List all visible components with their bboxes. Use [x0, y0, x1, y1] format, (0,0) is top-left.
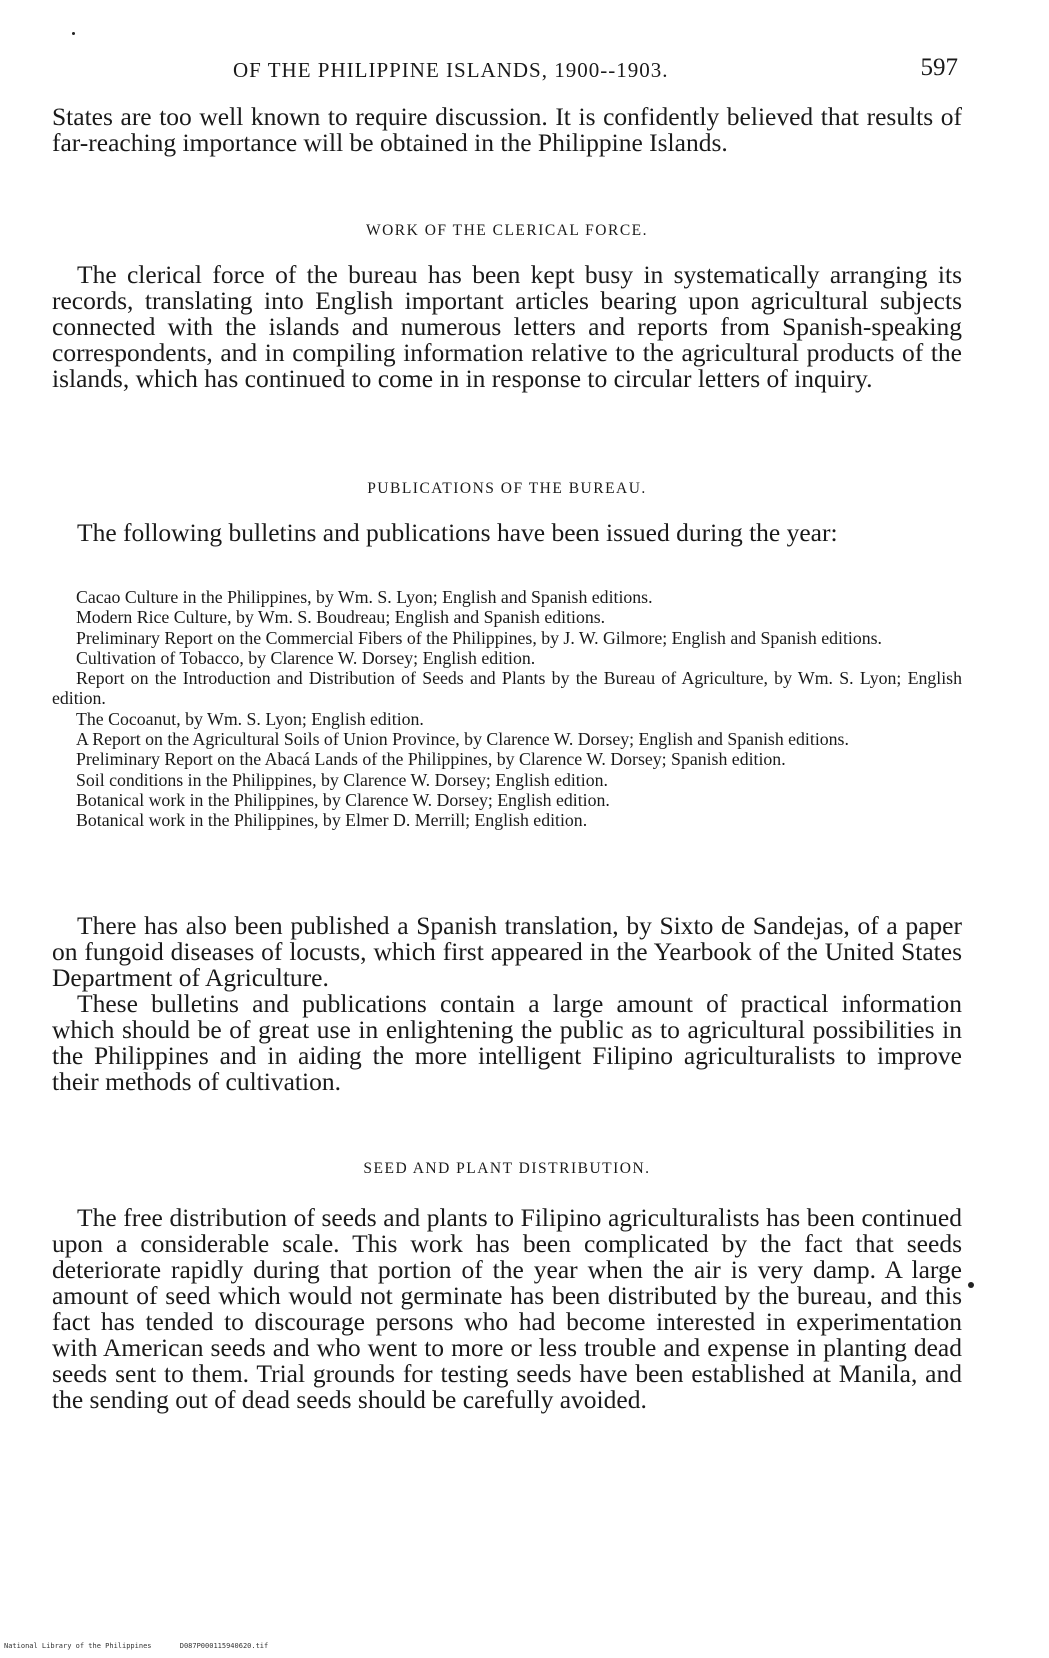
bulletins-paragraph: These bulletins and publications contain a large amount of practical information which should be of great use in enlightening the public as to agricultural possibilities in the Philippines and in aiding the more intelligent Filipino agriculturalists to improve their methods of cultivation.	[52, 989, 962, 1096]
scan-speck	[72, 32, 75, 35]
section-heading-seed-distribution: SEED AND PLANT DISTRIBUTION.	[363, 1160, 651, 1177]
publications-list	[52, 587, 962, 831]
publications-list-block	[52, 587, 962, 831]
publication-item: Cultivation of Tobacco, by Clarence W. Dorsey; English edition.	[76, 647, 536, 668]
intro-paragraph: States are too well known to require discussion. It is confidently believed that results of far-reaching importance will be obtained in the Philippine Islands.	[52, 102, 962, 157]
seed-distribution-block	[52, 1205, 962, 1413]
publication-item: Botanical work in the Philippines, by Elmer D. Merrill; English edition.	[76, 810, 588, 831]
publication-item: Preliminary Report on the Commercial Fibers of the Philippines, by J. W. Gilmore; English and Spanish editions.	[76, 627, 883, 648]
publications-closing-block	[52, 913, 962, 1095]
page-number: 597	[920, 54, 958, 81]
seed-distribution-paragraph: The free distribution of seeds and plants to Filipino agriculturalists has been continued upon a considerable scale. This work has been complicated by the fact that seeds deteriorate rapidly during that portion of the year when the air is very damp. A large amount of seed which would not germinate has been distributed by the bureau, and this fact has tended to discourage persons who had become interested in experimentation with American seeds and who went to more or less trouble and expense in planting dead seeds sent to them. Trial grounds for testing seeds have been established at Manila, and the sending out of dead seeds should be carefully avoided.	[52, 1203, 962, 1414]
publication-item: The Cocoanut, by Wm. S. Lyon; English edition.	[76, 708, 424, 729]
publications-intro-paragraph: The following bulletins and publications have been issued during the year:	[77, 518, 838, 547]
section-heading-publications: PUBLICATIONS OF THE BUREAU.	[367, 480, 647, 497]
publication-item: Preliminary Report on the Abacá Lands of the Philippines, by Clarence W. Dorsey; Spanish edition.	[76, 749, 786, 770]
intro-block	[52, 104, 962, 156]
publications-intro-block	[52, 520, 962, 546]
footer-library: National Library of the Philippines	[4, 1642, 152, 1650]
footer-file: D087P000115940620.tif	[179, 1642, 269, 1650]
clerical-paragraph: The clerical force of the bureau has been kept busy in systematically arranging its records, translating into English important articles bearing upon agricultural subjects connected with the islands and numerous letters and reports from Spanish-speaking correspondents, and in compiling information relative to the agricultural products of the islands, which has continued to come in in response to circular letters of inquiry.	[52, 260, 962, 393]
publication-item: Botanical work in the Philippines, by Clarence W. Dorsey; English edition.	[76, 789, 610, 810]
scan-footer	[4, 1642, 292, 1650]
translation-paragraph: There has also been published a Spanish translation, by Sixto de Sandejas, of a paper on fungoid diseases of locusts, which first appeared in the Yearbook of the United States Department of Agriculture.	[52, 911, 962, 992]
clerical-block	[52, 262, 962, 392]
publication-item: Cacao Culture in the Philippines, by Wm. S. Lyon; English and Spanish editions.	[76, 587, 653, 607]
publication-item: Modern Rice Culture, by Wm. S. Boudreau; English and Spanish editions.	[76, 607, 606, 628]
publication-item: A Report on the Agricultural Soils of Union Province, by Clarence W. Dorsey; English and Spanish editions.	[76, 729, 849, 750]
publication-item: Soil conditions in the Philippines, by Clarence W. Dorsey; English edition.	[76, 769, 608, 790]
running-title: OF THE PHILIPPINE ISLANDS, 1900--1903.	[233, 58, 669, 82]
scan-speck	[968, 1282, 974, 1288]
publication-item: Report on the Introduction and Distribution of Seeds and Plants by the Bureau of Agriculture, by Wm. S. Lyon; English edition.	[52, 668, 962, 709]
section-heading-clerical: WORK OF THE CLERICAL FORCE.	[365, 222, 649, 239]
